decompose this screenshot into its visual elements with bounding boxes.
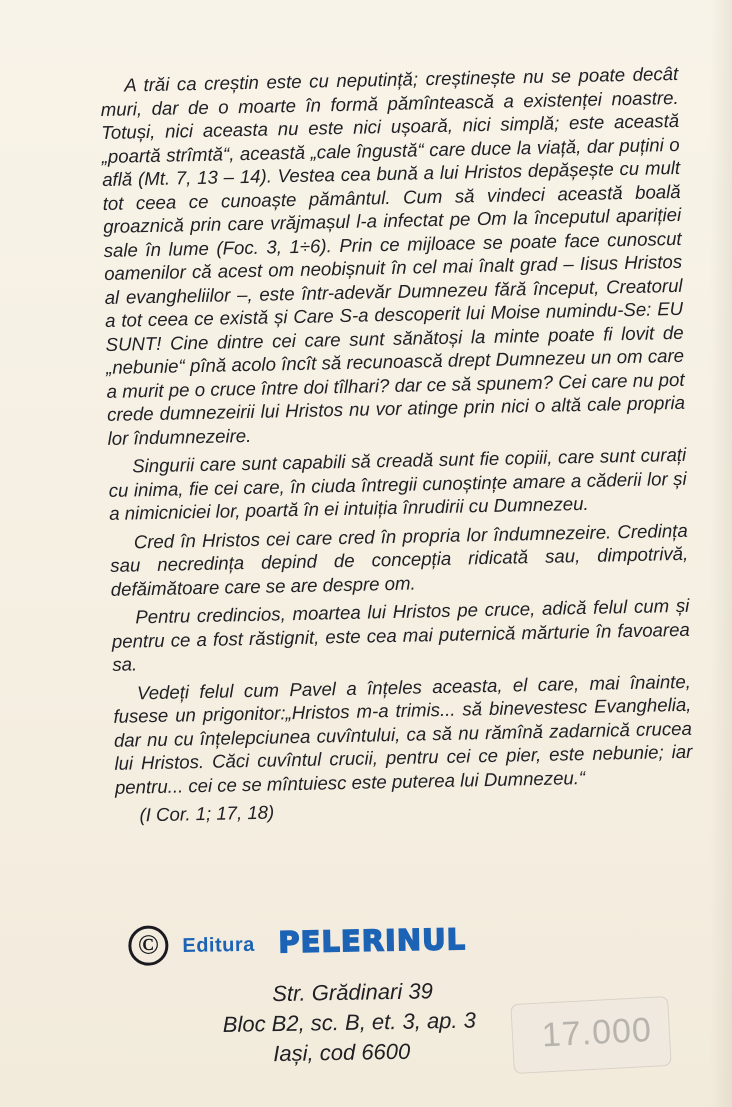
body-text [100,62,694,827]
paragraph-3: Cred în Hristos cei care cred în propria lor îndumnezeire. Credința sau necredința depind de concepția ridicată sau, dimpotrivă, defăimătoare care se are despre om. [110,519,689,600]
paragraph-4: Pentru credincios, moartea lui Hristos pe cruce, adică felul cum și pentru ce a fost răstignit, este cea mai puternică mărturie în favoarea sa. [111,594,690,675]
address-city: Iași, cod 6600 [273,1038,411,1067]
bible-reference: (I Cor. 1; 17, 18) [139,801,275,826]
editura-label: Editura [182,933,255,958]
paragraph-5: Vedeți felul cum Pavel a înțeles aceasta, el care, mai înainte, fusese un prigonitor:„Hristos m-a trimis... să binevestesc Evanghelia, dar nu cu înțelepciunea cuvîntului, ca să nu rămînă zadarnică crucea lui Hristos. Căci cuvîntul crucii, pentru cei ce pier, este nebunie; iar pentru... cei ce se mîntuiesc este puterea lui Dumnezeu.“ [113,670,693,798]
address-building: Bloc B2, sc. B, et. 3, ap. 3 [222,1007,477,1037]
address-street: Str. Grădinari 39 [272,978,434,1007]
copyright-icon: © [128,925,169,966]
publisher-name: PELERINUL [278,922,467,960]
paragraph-2: Singurii care sunt capabili să creadă sunt fie copiii, care sunt curați cu inima, fie cei care, în ciuda întregii cunoștințe amare a căderii lor și a nimicniciei lor, poartă în ei intuiția înrudirii cu Dumnezeu. [108,443,687,524]
paragraph-1: A trăi ca creștin este cu neputință; creștinește nu se poate decât muri, dar de o moarte în formă pămîntească a existenței noastre. Totuși, nici aceasta nu este nici ușoară, nici simplă; este această „poartă strîmtă“, această „cale îngustă“ care duce la viață, dar puțini o află (Mt. 7, 13 – 14). Vestea cea bună a lui Hristos depășește cu mult tot ceea ce cunoaște pământul. Cum să vindeci această boală groaznică prin care vrăjmașul l-a infectat pe Om la începutul apariției sale în lume (Foc. 3, 1÷6). Prin ce mijloace se poate face cunoscut oamenilor că acest om neobișnuit în cel mai înalt grad – Iisus Hristos al evangheliilor –, este într-adevăr Dumnezeu fără început, Creatorul a tot ceea ce există și Care S-a descoperit lui Moise numindu-Se: EU SUNT! Cine dintre cei care sunt sănătoși la minte poate fi lovit de „nebunie“ pînă acolo încît să recunoască drept Dumnezeu un om care a murit pe o cruce între doi tîlhari? dar ce să spunem? Cei care nu pot crede dumnezeirii lui Hristos nu vor atinge prin nici o altă cale propria lor îndumnezeire. [100,62,686,449]
price-sticker [510,996,671,1074]
page-edge-shadow [710,0,732,1107]
publisher-logo [128,916,589,974]
publisher-address [222,974,544,1070]
price-value: 17.000 [540,1010,653,1055]
